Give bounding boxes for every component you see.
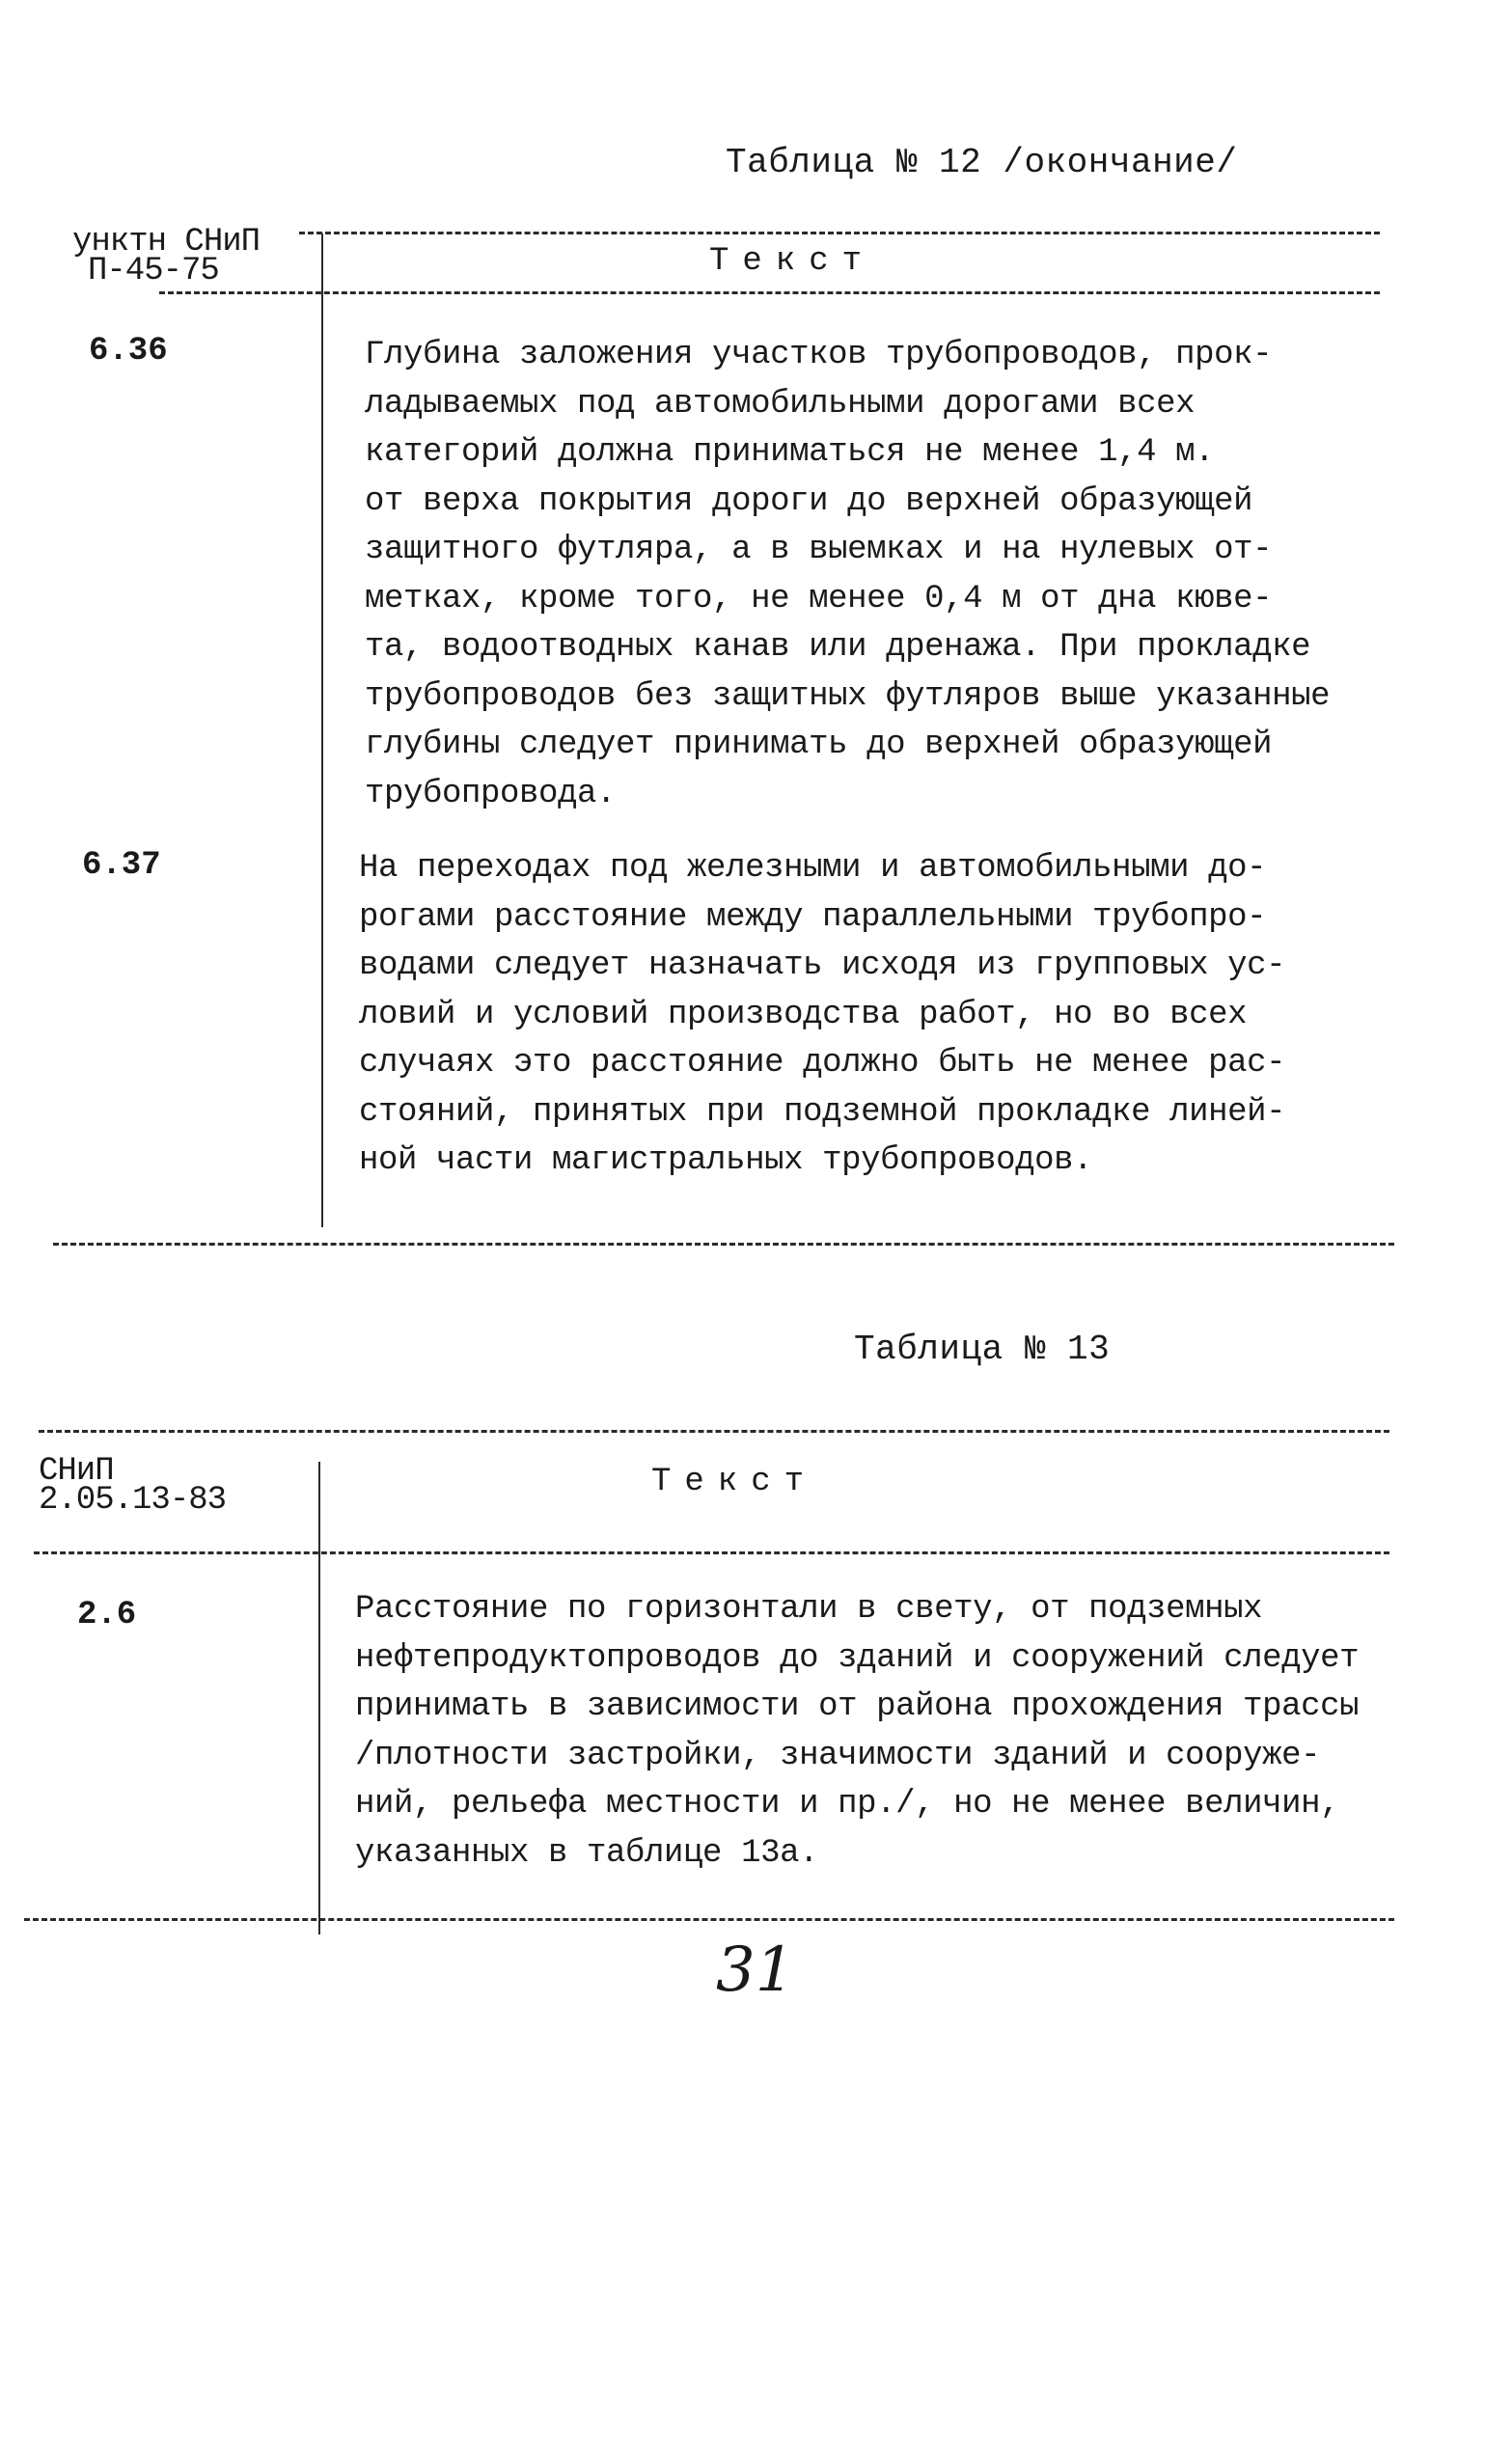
table12-ref-line1: унктн СНиП (72, 224, 261, 261)
table12-row-text: На переходах под железными и автомобильными до- рогами расстояние между параллельными трубопро- водами следует назначать исходя из групповых ус- ловий и условий производства работ, но во всех случаях это расстояние должно быть не менее рас- стояний, принятых при подземной прокладке линей- ной части магистральных трубопроводов. (359, 850, 1286, 1179)
table12-row-text: Глубина заложения участков трубопроводов, прок- ладываемых под автомобильными дорогами всех категорий должна приниматься не менее 1,4 м. от верха покрытия дороги до верхней образующей защитного футляра, а в выемках и на нулевых от- метках, кроме того, не менее 0,4 м от дна кюве- та, водоотводных канав или дренажа. При прокладке трубопроводов без защитных футляров выше указанные глубины следует принимать до верхней образующей трубопровода. (365, 337, 1331, 812)
table13-ref-header (39, 1453, 227, 1519)
table13-text-header: Текст (651, 1464, 818, 1500)
table12-ref-header (72, 224, 261, 289)
table13-top-rule (39, 1430, 1389, 1433)
table12-text-header: Текст (709, 243, 876, 280)
table13-ref-line1: СНиП (39, 1453, 114, 1490)
table13-row-text: Расстояние по горизонтали в свету, от подземных нефтепродуктопроводов до зданий и сооружений следует принимать в зависимости от района прохождения трассы /плотности застройки, значимости зданий и сооруже- ний, рельефа местности и пр./, но не менее величин, указанных в таблице 13а. (355, 1591, 1360, 1872)
table12-row-number: 6.37 (82, 847, 161, 884)
table12-row-number: 6.36 (89, 333, 168, 370)
table12-top-rule (299, 232, 1380, 234)
table12-column-divider (321, 233, 323, 1227)
table12-ref-line2: П-45-75 (88, 253, 219, 289)
page-number: 31 (716, 1934, 795, 2006)
table12-caption: Таблица № 12 /окончание/ (726, 143, 1238, 182)
table13-header-rule (34, 1551, 1389, 1554)
table13-column-divider (318, 1462, 320, 1934)
table13-ref-line2: 2.05.13-83 (39, 1482, 227, 1519)
table12-bottom-rule (53, 1243, 1394, 1246)
table12-header-rule (159, 291, 1380, 294)
table13-caption: Таблица № 13 (854, 1330, 1111, 1369)
table13-bottom-rule (24, 1918, 1394, 1921)
table13-row-number: 2.6 (77, 1597, 137, 1633)
